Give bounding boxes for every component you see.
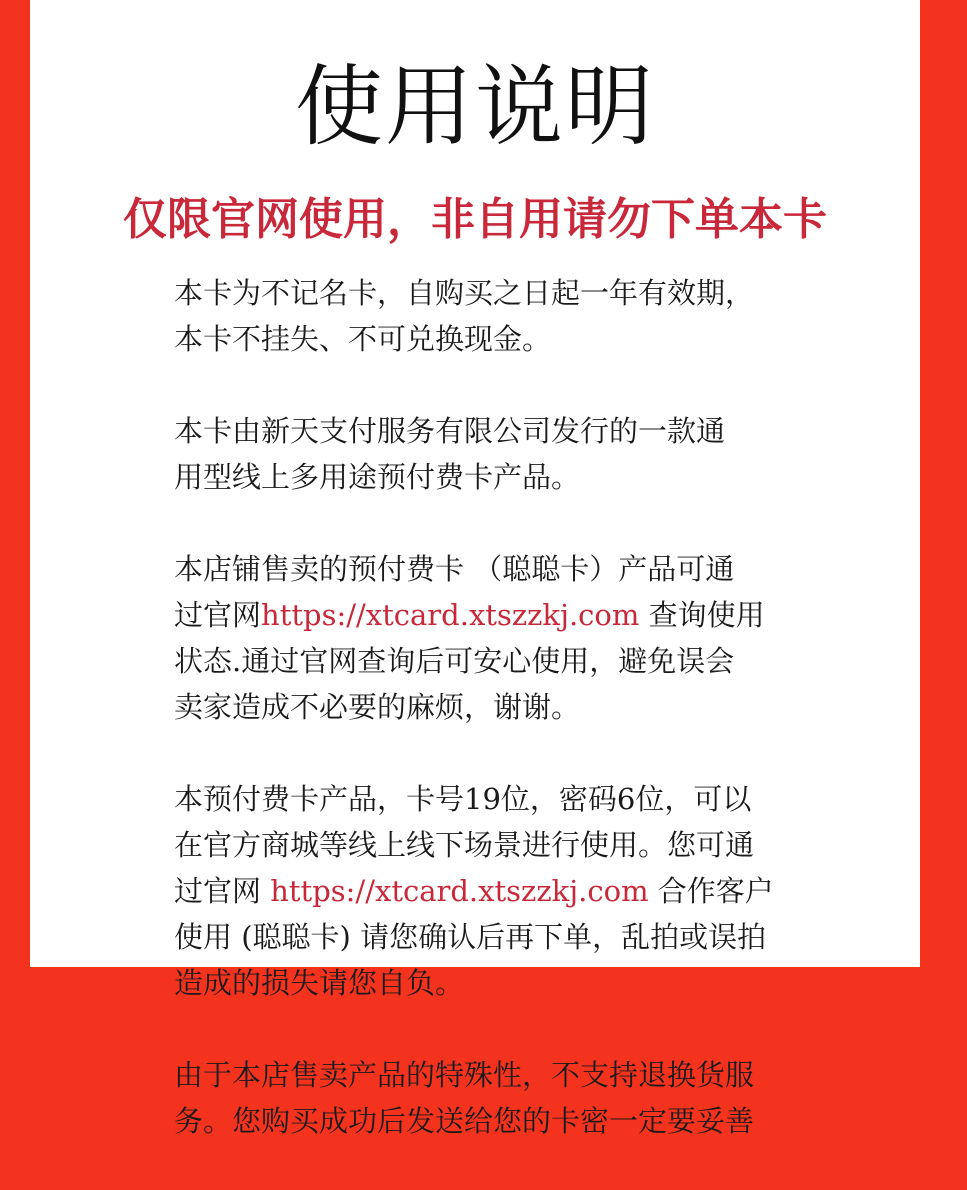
text-line: 使用 (聪聪卡) 请您确认后再下单，乱拍或误拍 <box>174 920 767 954</box>
instruction-body <box>174 270 814 1190</box>
text-line: 务。您购买成功后发送给您的卡密一定要妥善 <box>174 1104 755 1138</box>
warning-subtitle: 仅限官网使用，非自用请勿下单本卡 <box>123 194 827 245</box>
text-line: 用型线上多用途预付费卡产品。 <box>174 460 581 494</box>
paragraph-usage <box>174 776 814 1006</box>
text-line: 状态.通过官网查询后可安心使用，避免误会 <box>174 644 735 678</box>
paragraph-issuer <box>174 408 814 500</box>
text-line: 由于本店售卖产品的特殊性，不支持退换货服 <box>174 1058 755 1092</box>
text-line: 本卡为不记名卡，自购买之日起一年有效期， <box>174 276 755 310</box>
text-line: 造成的损失请您自负。 <box>174 966 465 1000</box>
paragraph-query <box>174 546 814 730</box>
paragraph-validity <box>174 270 814 362</box>
text-line: 本预付费卡产品，卡号19位，密码6位，可以 <box>174 782 752 816</box>
text-line: 在官方商城等线上线下场景进行使用。您可通 <box>174 828 755 862</box>
text-line: 本卡由新天支付服务有限公司发行的一款通 <box>174 414 726 448</box>
instruction-sheet <box>30 0 920 1138</box>
official-site-link[interactable]: https://xtcard.xtszzkj.com <box>270 874 649 908</box>
text-line: 卖家造成不必要的麻烦，谢谢。 <box>174 690 581 724</box>
official-site-link[interactable]: https://xtcard.xtszzkj.com <box>261 598 640 632</box>
text-line: 过官网 https://xtcard.xtszzkj.com 合作客户 <box>174 874 774 908</box>
page-title: 使用说明 <box>294 55 655 158</box>
paragraph-no-refund <box>174 1052 814 1144</box>
text-line: 过官网https://xtcard.xtszzkj.com 查询使用 <box>174 598 765 632</box>
text-line: 本店铺售卖的预付费卡 （聪聪卡）产品可通 <box>174 552 735 586</box>
text-line: 本卡不挂失、不可兑换现金。 <box>174 322 552 356</box>
